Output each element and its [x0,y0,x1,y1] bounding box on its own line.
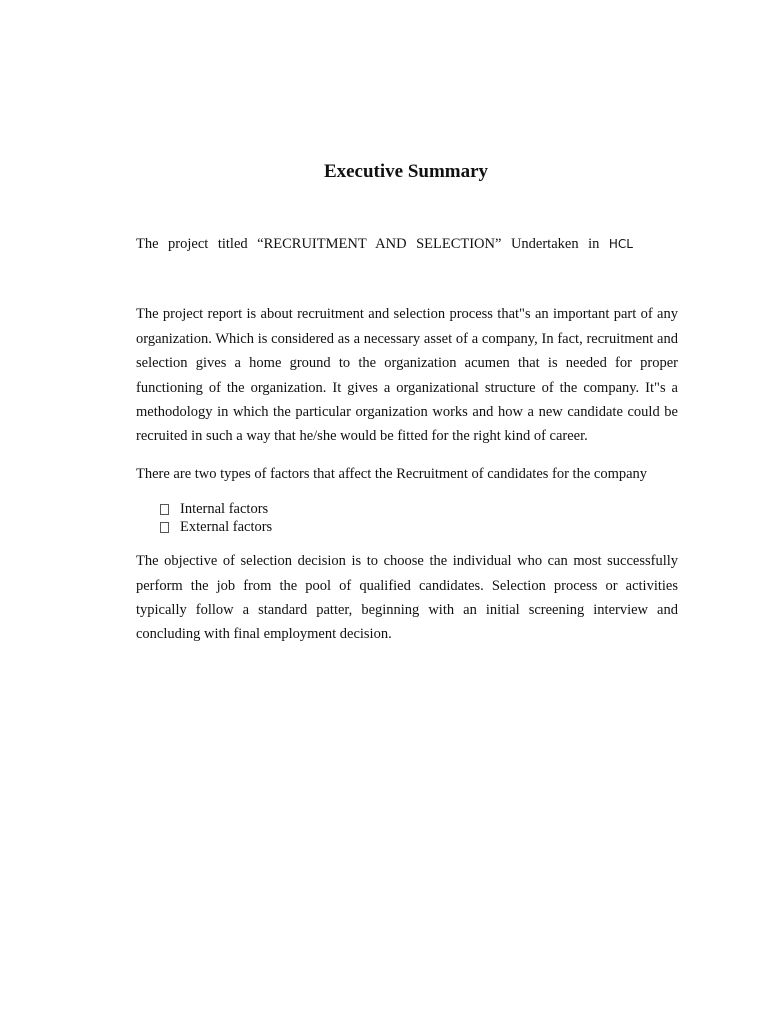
list-item [160,518,678,536]
paragraph-selection-objective: The objective of selection decision is to choose the individual who can most successfully perform the job from the pool of qualified candidates. Selection process or activities typically follow a standard patter, beginning with an initial screening interview and concluding with final employment decision. [136,553,678,643]
page-title: Executive Summary [323,161,489,182]
intro-company: HCL [608,237,633,251]
document-body [136,232,678,647]
paragraph-recruitment-overview: The project report is about recruitment and selection process that"s an important part of any organization. Which is considered as a necessary asset of a company, In fact, recruitment and selection gives a home ground to the organization acumen that is needed for proper functioning of the organization. It gives a organizational structure of the company. It"s a methodology in which the particular organization works and how a new candidate could be recruited in such a way that he/she would be fitted for the right kind of career. [136,306,678,445]
factor-list [160,500,678,536]
paragraph-factor-types: There are two types of factors that affect the Recruitment of candidates for the company [136,465,648,482]
list-item [160,500,678,518]
list-item-label: External factors [180,519,273,536]
bullet-box-icon [160,504,169,515]
intro-text: The project titled “RECRUITMENT AND SELECTION” Undertaken in [136,236,600,252]
bullet-box-icon [160,522,169,533]
list-item-label: Internal factors [180,501,269,518]
intro-line [136,232,633,256]
